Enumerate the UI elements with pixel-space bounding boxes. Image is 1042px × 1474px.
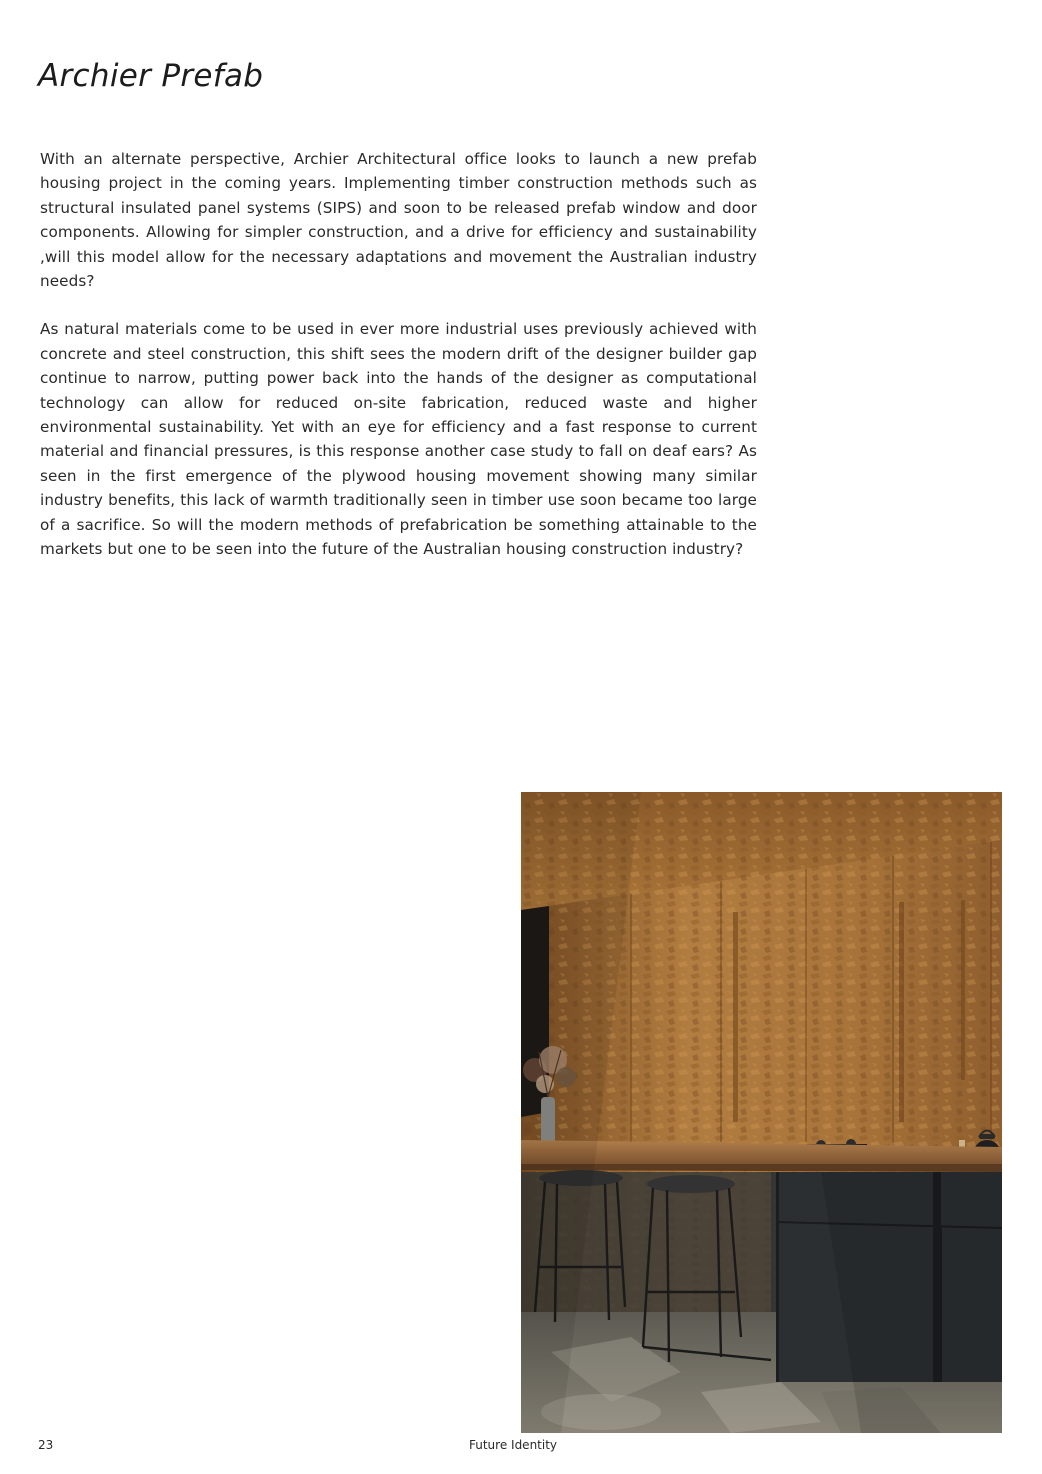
- paragraph-intro: With an alternate perspective, Archier Architectural office looks to launch a new prefab housing project in the coming years. Implementing timber construction methods such as structural insulated panel systems (SIPS) and soon to be released prefab window and door components. Allowing for simpler construction, and a drive for efficiency and sustainability ,will this model allow for the necessary adaptations and movement the Australian industry needs?: [40, 150, 757, 291]
- page-title: Archier Prefab: [38, 58, 264, 94]
- page-number: 23: [38, 1438, 54, 1452]
- article-body: [40, 147, 757, 586]
- paragraph-discussion: As natural materials come to be used in ever more industrial uses previously achieved with concrete and steel construction, this shift sees the modern drift of the designer builder gap continue to narrow, putting power back into the hands of the designer as computational technology can allow for reduced on-site fabrication, reduced waste and higher environmental sustainability. Yet with an eye for efficiency and a fast response to current material and financial pressures, is this response another case study to fall on deaf ears? As seen in the first emergence of the plywood housing movement showing many similar industry benefits, this lack of warmth traditionally seen in timber use soon became too large of a sacrifice. So will the modern methods of prefabrication be something attainable to the markets but one to be seen into the future of the Australian housing construction industry?: [40, 320, 757, 559]
- footer-document-title: Future Identity: [469, 1438, 558, 1452]
- kitchen-photo: [521, 792, 1002, 1433]
